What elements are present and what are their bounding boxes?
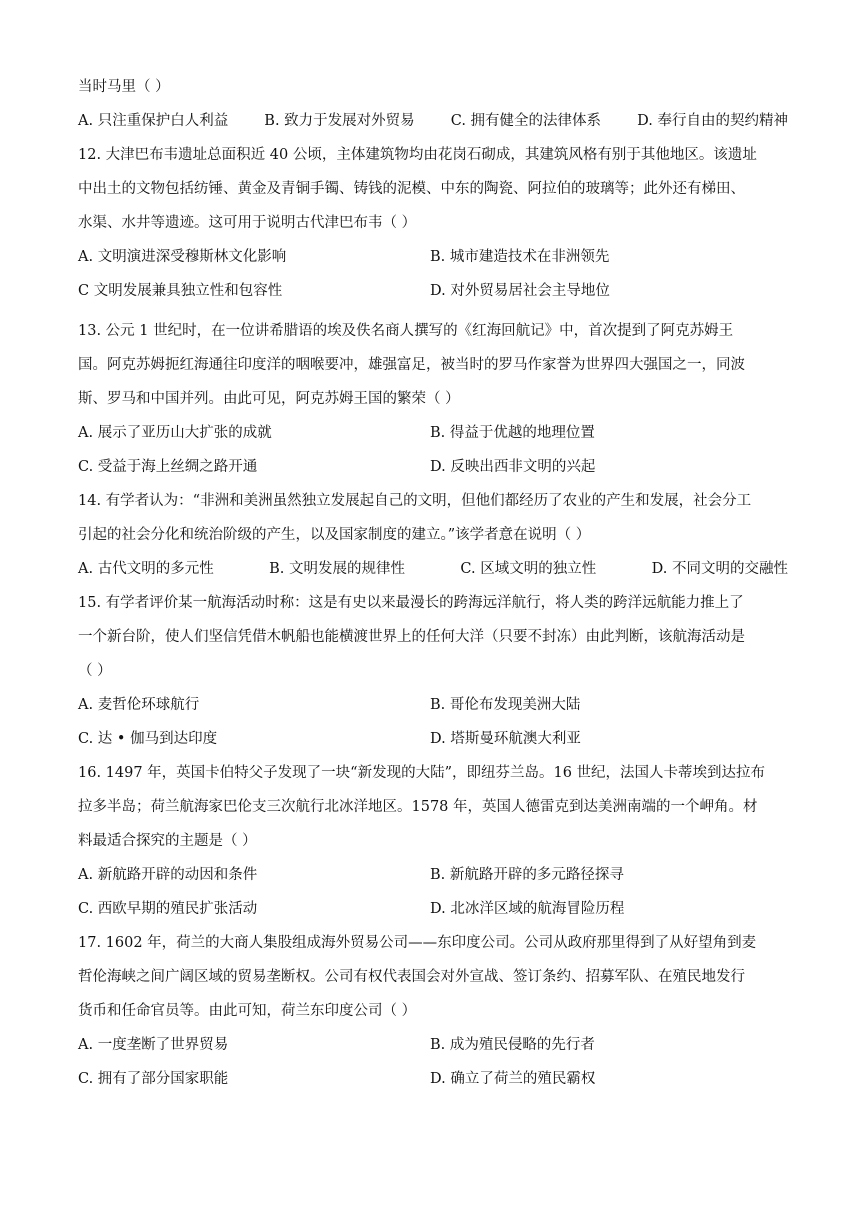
question-options-row [78, 274, 788, 308]
option-a: A. 展示了亚历山大扩张的成就 [78, 425, 272, 441]
option-d: D. 不同文明的交融性 [651, 561, 788, 577]
question-14 [78, 484, 788, 586]
question-17 [78, 926, 788, 1096]
option-c: C. 拥有了部分国家职能 [78, 1071, 229, 1087]
question-options-row [78, 892, 788, 926]
option-d: D. 确立了荷兰的殖民霸权 [430, 1071, 596, 1087]
question-11-options [78, 104, 788, 138]
question-options-row [78, 1062, 788, 1096]
option-d: D. 奉行自由的契约精神 [637, 113, 788, 129]
option-c: C. 西欧早期的殖民扩张活动 [78, 901, 258, 917]
question-13 [78, 314, 788, 484]
option-c: C. 区域文明的独立性 [460, 561, 597, 577]
question-stem-line: 15. 有学者评价某一航海活动时称：这是有史以来最漫长的跨海远洋航行，将人类的跨洋远航能力推上了 [78, 595, 744, 611]
option-d: D. 塔斯曼环航澳大利亚 [430, 731, 581, 747]
option-b: B. 哥伦布发现美洲大陆 [430, 697, 581, 713]
option-b: B. 新航路开辟的多元路径探寻 [430, 867, 624, 883]
option-a: A. 古代文明的多元性 [78, 561, 214, 577]
question-stem-line: 水渠、水井等遗迹。这可用于说明古代津巴布韦（ ） [78, 215, 417, 231]
question-15 [78, 586, 788, 756]
option-b: B. 得益于优越的地理位置 [430, 425, 595, 441]
question-stem-line: 引起的社会分化和统治阶级的产生，以及国家制度的建立。”该学者意在说明（ ） [78, 527, 591, 543]
option-a: A. 麦哲伦环球航行 [78, 697, 200, 713]
question-stem-line: 一个新台阶，使人们坚信凭借木帆船也能横渡世界上的任何大洋（只要不封冻）由此判断，该航海活动是 [78, 629, 745, 645]
option-c: C. 达 • 伽马到达印度 [78, 731, 218, 747]
question-options-row [78, 1028, 788, 1062]
option-d: D. 北冰洋区域的航海冒险历程 [430, 901, 625, 917]
question-options-row [78, 240, 788, 274]
option-c: C. 受益于海上丝绸之路开通 [78, 459, 258, 475]
question-16 [78, 756, 788, 926]
option-d: D. 反映出西非文明的兴起 [430, 459, 596, 475]
question-stem-line: （ ） [78, 663, 112, 679]
option-b: B. 致力于发展对外贸易 [264, 113, 415, 129]
question-stem-line: 中出土的文物包括纺锤、黄金及青铜手镯、铸钱的泥模、中东的陶瓷、阿拉伯的玻璃等；此外还有梯田、 [78, 181, 745, 197]
option-a: A. 只注重保护白人利益 [78, 113, 229, 129]
question-stem-line: 14. 有学者认为：“非洲和美洲虽然独立发展起自己的文明，但他们都经历了农业的产生和发展，社会分工 [78, 493, 752, 509]
option-c: C 文明发展兼具独立性和包容性 [78, 283, 283, 299]
question-options-row [78, 416, 788, 450]
question-options-row [78, 722, 788, 756]
question-stem-line: 16. 1497 年，英国卡伯特父子发现了一块“新发现的大陆”，即纽芬兰岛。16 世纪，法国人卡蒂埃到达拉布 [78, 765, 766, 781]
question-stem-line: 货币和任命官员等。由此可知，荷兰东印度公司（ ） [78, 1003, 417, 1019]
option-d: D. 对外贸易居社会主导地位 [430, 283, 610, 299]
option-a: A. 文明演进深受穆斯林文化影响 [78, 249, 287, 265]
question-11-stem-tail: 当时马里（ ） [78, 79, 170, 95]
question-stem-line: 拉多半岛；荷兰航海家巴伦支三次航行北冰洋地区。1578 年，英国人德雷克到达美洲南端的一个岬角。材 [78, 799, 758, 815]
question-stem-line: 国。阿克苏姆扼红海通往印度洋的咽喉要冲，雄强富足，被当时的罗马作家誉为世界四大强国之一，同波 [78, 357, 745, 373]
option-b: B. 城市建造技术在非洲领先 [430, 249, 610, 265]
option-c: C. 拥有健全的法律体系 [450, 113, 602, 129]
question-options-row [78, 688, 788, 722]
question-options-row [78, 858, 788, 892]
question-stem-line: 13. 公元 1 世纪时，在一位讲希腊语的埃及佚名商人撰写的《红海回航记》中，首次提到了阿克苏姆王 [78, 323, 734, 339]
option-a: A. 新航路开辟的动因和条件 [78, 867, 258, 883]
question-stem-line: 17. 1602 年，荷兰的大商人集股组成海外贸易公司——东印度公司。公司从政府那里得到了从好望角到麦 [78, 935, 757, 951]
question-stem-line: 斯、罗马和中国并列。由此可见，阿克苏姆王国的繁荣（ ） [78, 391, 460, 407]
question-options-row [78, 552, 788, 586]
question-options-row [78, 450, 788, 484]
option-a: A. 一度垄断了世界贸易 [78, 1037, 229, 1053]
option-b: B. 成为殖民侵略的先行者 [430, 1037, 595, 1053]
question-12 [78, 138, 788, 308]
option-b: B. 文明发展的规律性 [269, 561, 405, 577]
question-stem-line: 12. 大津巴布韦遗址总面积近 40 公顷，主体建筑物均由花岗石砌成，其建筑风格有别于其他地区。该遗址 [78, 147, 757, 163]
question-stem-line: 哲伦海峡之间广阔区域的贸易垄断权。公司有权代表国会对外宣战、签订条约、招募军队、在殖民地发行 [78, 969, 745, 985]
question-stem-line: 料最适合探究的主题是（ ） [78, 833, 257, 849]
exam-page [78, 70, 788, 1096]
